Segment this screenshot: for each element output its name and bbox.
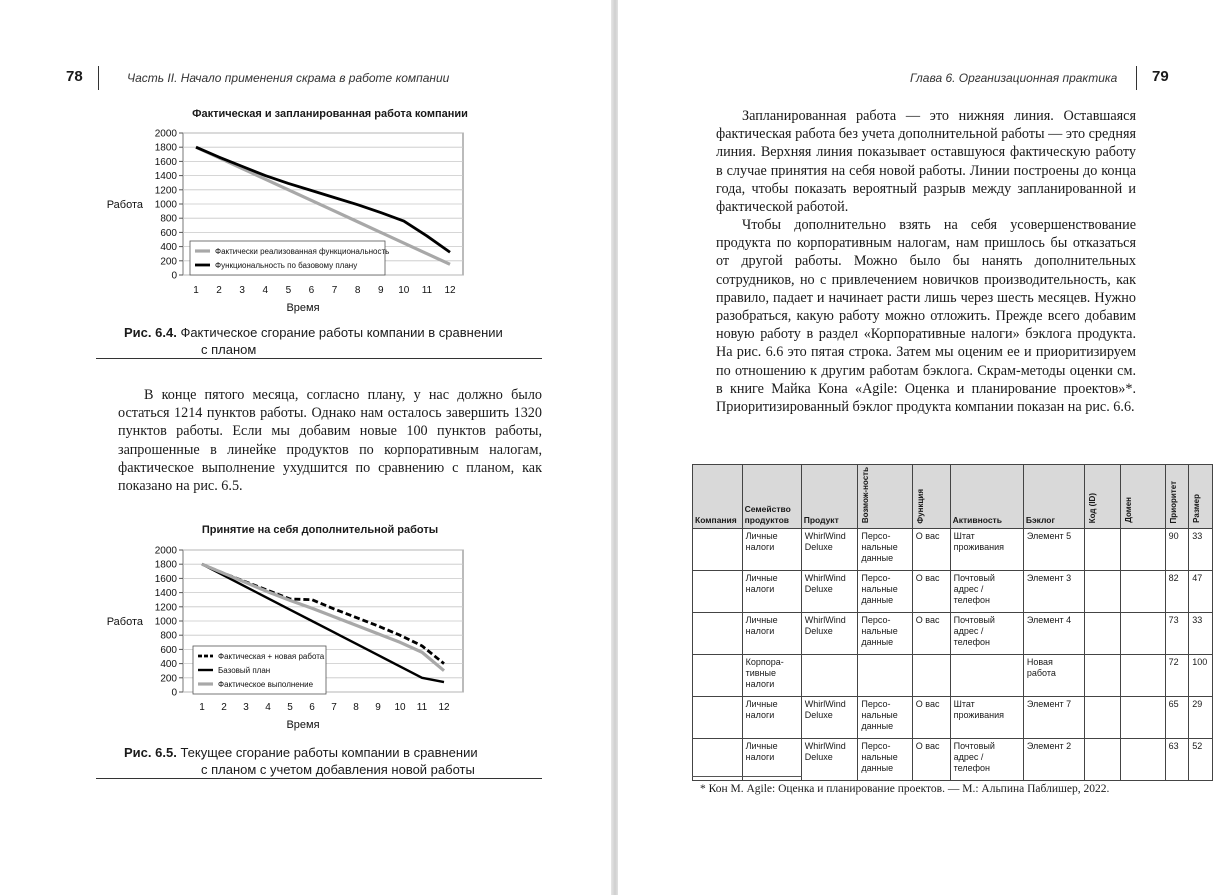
x-tick-label: 8 (354, 285, 361, 296)
column-header-label: Семейство продуктов (744, 504, 791, 526)
caption-text: Текущее сгорание работы компании в сравнении (180, 745, 478, 760)
table-row (693, 529, 1213, 571)
y-tick-label: 200 (160, 673, 177, 685)
x-tick-label: 4 (265, 702, 271, 713)
column-header (1189, 465, 1213, 529)
table-row (693, 571, 1213, 613)
chart-fig-6-4 (100, 125, 500, 320)
x-tick-label: 2 (221, 702, 227, 713)
table-cell: 82 (1165, 571, 1189, 613)
x-axis-label: Время (286, 302, 320, 314)
chart-fig-6-5 (100, 542, 500, 737)
table-cell (1085, 571, 1120, 613)
y-tick-label: 1800 (154, 559, 177, 571)
right-page (618, 0, 1230, 895)
table-cell (693, 529, 743, 571)
header-divider (1136, 66, 1137, 90)
figure-caption (124, 744, 478, 778)
column-header (950, 465, 1023, 529)
table-cell: Личные налоги (742, 697, 801, 739)
table-cell: 72 (1165, 655, 1189, 697)
legend-label: Функциональность по базовому плану (215, 261, 358, 270)
table-cell: Штат проживания (950, 697, 1023, 739)
column-header (912, 465, 950, 529)
table-cell: Персо-нальные данные (858, 613, 912, 655)
page-number: 79 (1152, 68, 1169, 85)
table-cell (1085, 529, 1120, 571)
footnote-rule (692, 776, 802, 777)
y-axis-label: Работа (106, 199, 143, 211)
table-cell (1085, 697, 1120, 739)
y-axis-label: Работа (106, 616, 143, 628)
table-row (693, 655, 1213, 697)
table-row (693, 613, 1213, 655)
table-row (693, 697, 1213, 739)
table-cell (1120, 529, 1165, 571)
table-cell: Персо-нальные данные (858, 571, 912, 613)
legend-label: Фактическое выполнение (218, 680, 314, 689)
y-tick-label: 400 (160, 242, 177, 254)
chart-title: Фактическая и запланированная работа компании (192, 108, 468, 120)
column-header (1023, 465, 1084, 529)
column-header-label: Продукт (803, 515, 839, 526)
table-cell: 52 (1189, 739, 1213, 781)
x-tick-label: 1 (193, 285, 199, 296)
table-cell (693, 613, 743, 655)
column-header (801, 465, 858, 529)
x-tick-label: 8 (353, 702, 359, 713)
table-cell: Почтовый адрес / телефон (950, 613, 1023, 655)
table-cell: 65 (1165, 697, 1189, 739)
y-tick-label: 1800 (154, 142, 177, 154)
table-cell: Личные налоги (742, 739, 801, 781)
column-header-label: Приоритет (1168, 480, 1178, 524)
y-tick-label: 800 (160, 630, 177, 642)
table-cell (1085, 655, 1120, 697)
column-header-label: Функция (915, 488, 925, 524)
y-tick-label: 1400 (154, 588, 177, 600)
table-cell (1120, 697, 1165, 739)
table-cell: О вас (912, 739, 950, 781)
y-tick-label: 600 (160, 227, 177, 239)
y-tick-label: 0 (171, 270, 177, 282)
table-cell (693, 655, 743, 697)
table-cell: Новая работа (1023, 655, 1084, 697)
body-paragraph: В конце пятого месяца, согласно плану, у нас должно было остаться 1214 пунктов работы. Однако нам осталось завершить 1320 пунктов работы. Если мы добавим новые 100 пунктов работы, запрошенные в линейке продуктов по корпоративным налогам, фактическое выполнение ухудшится по сравнению с планом, как показано на рис. 6.5. (118, 387, 542, 495)
chart-title: Принятие на себя дополнительной работы (201, 524, 439, 536)
table-cell: WhirlWind Deluxe (801, 697, 858, 739)
table-cell (1120, 571, 1165, 613)
x-tick-label: 11 (421, 285, 433, 296)
caption-text-line2: с планом (201, 342, 257, 357)
y-tick-label: 200 (160, 256, 177, 268)
product-backlog-table (692, 464, 1213, 781)
table-cell: Персо-нальные данные (858, 529, 912, 571)
x-tick-label: 11 (416, 702, 428, 713)
x-tick-label: 1 (199, 702, 205, 713)
legend-label: Фактически реализованная функциональность (215, 247, 390, 256)
column-header (1165, 465, 1189, 529)
y-tick-label: 1600 (154, 573, 177, 585)
table-cell: Почтовый адрес / телефон (950, 739, 1023, 781)
x-tick-label: 12 (438, 702, 450, 713)
table-cell: 73 (1165, 613, 1189, 655)
table-cell (693, 697, 743, 739)
x-tick-label: 6 (308, 285, 315, 296)
table-cell (1085, 739, 1120, 781)
legend-label: Фактическая + новая работа (218, 652, 325, 661)
table-cell: О вас (912, 697, 950, 739)
table-cell: О вас (912, 571, 950, 613)
table-cell: О вас (912, 613, 950, 655)
y-tick-label: 600 (160, 644, 177, 656)
caption-label: Рис. 6.5. (124, 745, 177, 760)
table-cell (950, 655, 1023, 697)
caption-text-line2: с планом с учетом добавления новой работы (201, 762, 475, 777)
table-cell: WhirlWind Deluxe (801, 529, 858, 571)
running-head: Глава 6. Организационная практика (910, 71, 1118, 85)
left-page (0, 0, 612, 895)
table-row (693, 739, 1213, 781)
y-tick-label: 1000 (154, 616, 177, 628)
table-cell: 33 (1189, 529, 1213, 571)
x-axis-label: Время (286, 719, 320, 731)
table-cell: Элемент 7 (1023, 697, 1084, 739)
column-header (693, 465, 743, 529)
table-cell (693, 571, 743, 613)
legend-label: Базовый план (218, 666, 271, 675)
table-cell: Элемент 3 (1023, 571, 1084, 613)
column-header-label: Активность (952, 515, 1002, 526)
table-cell: Штат проживания (950, 529, 1023, 571)
table-cell: Элемент 4 (1023, 613, 1084, 655)
x-tick-label: 12 (444, 285, 456, 296)
column-header-label: Компания (695, 515, 737, 526)
x-tick-label: 9 (375, 702, 381, 713)
table-cell: WhirlWind Deluxe (801, 571, 858, 613)
x-tick-label: 3 (243, 702, 249, 713)
x-tick-label: 10 (394, 702, 406, 713)
x-tick-label: 10 (398, 285, 410, 296)
body-paragraph: Запланированная работа — это нижняя линия. Оставшаяся фактическая работа без учета дополнительной работы — это средняя линия. Верхняя линия показывает оставшуюся фактическую работу в случае принятия на себя новой работы. Линии построены до конца года, чтобы показать вероятный разрыв между запланированной и фактической работой. (716, 108, 1136, 216)
table-cell: О вас (912, 529, 950, 571)
x-tick-label: 4 (262, 285, 269, 296)
y-tick-label: 1000 (154, 199, 177, 211)
table-cell: WhirlWind Deluxe (801, 613, 858, 655)
table-cell: WhirlWind Deluxe (801, 739, 858, 781)
table-cell: Почтовый адрес / телефон (950, 571, 1023, 613)
column-header (858, 465, 912, 529)
table-cell: Элемент 5 (1023, 529, 1084, 571)
table-cell: 29 (1189, 697, 1213, 739)
table-cell: Личные налоги (742, 529, 801, 571)
column-header (1120, 465, 1165, 529)
x-tick-label: 5 (287, 702, 293, 713)
table-cell: 47 (1189, 571, 1213, 613)
table-cell: 33 (1189, 613, 1213, 655)
table-cell: Персо-нальные данные (858, 697, 912, 739)
x-tick-label: 6 (309, 702, 315, 713)
table-cell (1120, 655, 1165, 697)
figure-rule (96, 778, 542, 779)
table-cell: Личные налоги (742, 613, 801, 655)
table-cell (693, 739, 743, 781)
caption-label: Рис. 6.4. (124, 325, 177, 340)
figure-rule (96, 358, 542, 359)
footnote: * Кон М. Agile: Оценка и планирование проектов. — М.: Альпина Паблишер, 2022. (700, 783, 1110, 795)
column-header (742, 465, 801, 529)
x-tick-label: 2 (216, 285, 222, 296)
table-cell (1120, 739, 1165, 781)
column-header-label: Домен (1123, 497, 1133, 524)
page-number: 78 (66, 68, 83, 85)
table-cell: Личные налоги (742, 571, 801, 613)
table-cell (1120, 613, 1165, 655)
x-tick-label: 7 (331, 702, 337, 713)
column-header-label: Размер (1192, 494, 1202, 524)
y-tick-label: 400 (160, 659, 177, 671)
y-tick-label: 0 (171, 687, 177, 699)
y-tick-label: 1200 (154, 602, 177, 614)
column-header-label: Код (ID) (1088, 492, 1098, 524)
column-header (1085, 465, 1120, 529)
x-tick-label: 5 (285, 285, 292, 296)
y-tick-label: 1200 (154, 185, 177, 197)
column-header-label: Бэклог (1025, 515, 1056, 526)
figure-caption (124, 324, 503, 358)
y-tick-label: 1600 (154, 156, 177, 168)
header-divider (98, 66, 99, 90)
caption-text: Фактическое сгорание работы компании в сравнении (180, 325, 503, 340)
table-cell: Корпора-тивные налоги (742, 655, 801, 697)
running-head: Часть II. Начало применения скрама в работе компании (127, 71, 450, 85)
x-tick-label: 9 (377, 285, 384, 296)
table-cell (801, 655, 858, 697)
table-cell (912, 655, 950, 697)
x-tick-label: 7 (331, 285, 338, 296)
column-header-label: Возмож-ность (861, 467, 871, 524)
table-cell: 90 (1165, 529, 1189, 571)
body-paragraph: Чтобы дополнительно взять на себя усовершенствование продукта по корпоративным налогам, нам пришлось бы отказаться от другой работы. Можно было бы нанять дополнительных сотрудников, но с привлечением новичков производительность, как правило, падает и начинает расти лишь через шесть месяцев. Нужно разобраться, какую работу можно отложить. Прежде всего добавим новую работу в раздел «Корпоративные налоги» бэклога продукта. На рис. 6.6 это пятая строка. Затем мы оценим ее и приоритизируем по отношению к другим работам бэклога. Скрам-методы оценки см. в книге Майка Кона «Agile: Оценка и планирование проектов»*. Приоритизированный бэклог продукта компании показан на рис. 6.6. (716, 217, 1136, 416)
table-cell: 63 (1165, 739, 1189, 781)
table-cell: Элемент 2 (1023, 739, 1084, 781)
y-tick-label: 800 (160, 213, 177, 225)
table-cell (858, 655, 912, 697)
x-tick-label: 3 (239, 285, 245, 296)
y-tick-label: 2000 (154, 545, 177, 557)
table-cell: Персо-нальные данные (858, 739, 912, 781)
table-cell: 100 (1189, 655, 1213, 697)
y-tick-label: 2000 (154, 128, 177, 140)
table-cell (1085, 613, 1120, 655)
y-tick-label: 1400 (154, 171, 177, 183)
